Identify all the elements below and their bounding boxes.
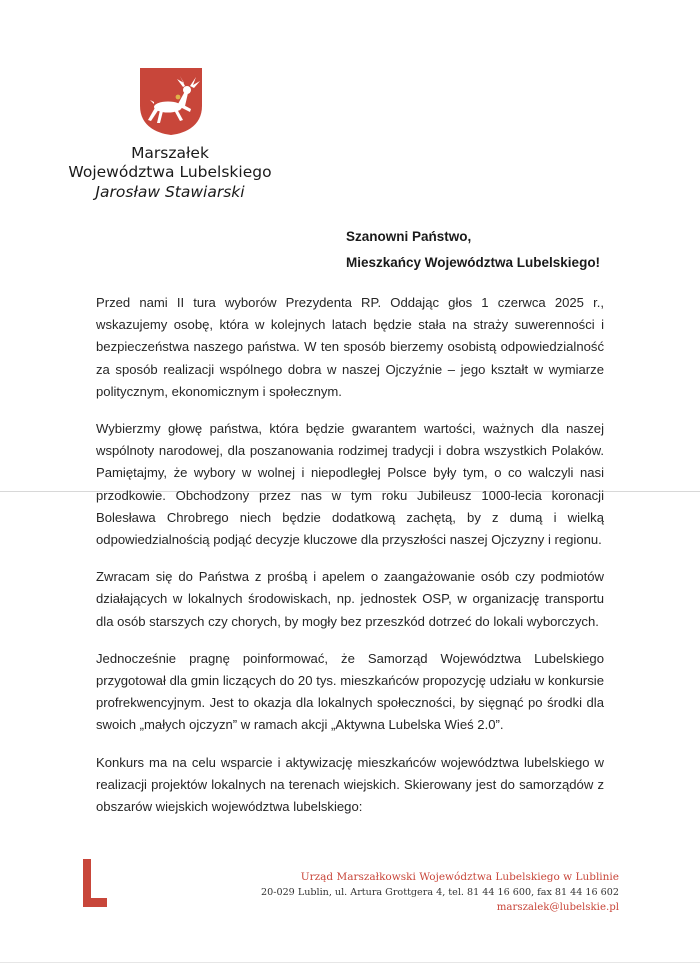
sender-name: Jarosław Stawiarski [95, 183, 245, 201]
paragraph: Przed nami II tura wyborów Prezydenta RP. Oddając głos 1 czerwca 2025 r., wskazujemy osobę, która w kolejnych latach będzie stała na straży suwerenności i bezpieczeństwa naszego państwa. W ten sposób bierzemy osobistą odpowiedzialność za sposób realizacji wspólnego dobra w naszej Ojczyźnie – jego kształt w wymiarze politycznym, ekonomicznym i społecznym. [96, 295, 604, 399]
lubelskie-l-logo-icon [82, 858, 108, 908]
paragraph: Zwracam się do Państwa z prośbą i apelem o zaangażowanie osób czy podmiotów działających w lokalnych środowiskach, np. jednostek OSP, w organizację transportu dla osób starszych czy chorych, by mogły bez przeszkód dotrzeć do lokali wyborczych. [96, 569, 604, 629]
letter-body [96, 292, 604, 833]
scan-line [0, 962, 700, 963]
coat-of-arms-deer-icon [138, 66, 204, 136]
paragraph: Jednocześnie pragnę poinformować, że Samorząd Województwa Lubelskiego przygotował dla gmin liczących do 20 tys. mieszkańców propozycję udziału w konkursie profrekwencyjnym. Jest to okazja dla lokalnych społeczności, by sięgnąć po środki dla swoich „małych ojczyzn” w ramach akcji „Aktywna Lubelska Wieś 2.0”. [96, 650, 604, 733]
office-address: 20-029 Lublin, ul. Artura Grottgera 4, tel. 81 44 16 600, fax 81 44 16 602 [261, 887, 619, 898]
footer [261, 870, 619, 915]
office-email: marszalek@lubelskie.pl [496, 902, 619, 913]
sender-title: Marszałek [131, 144, 209, 162]
sender-block [60, 144, 280, 202]
salutation [346, 224, 600, 276]
office-name: Urząd Marszałkowski Województwa Lubelskiego w Lublinie [300, 871, 619, 883]
paragraph: Konkurs ma na celu wsparcie i aktywizację mieszkańców województwa lubelskiego w realizacji projektów lokalnych na terenach wiejskich. Skierowany jest do samorządów z obszarów wiejskich województwa lubelskiego: [96, 754, 604, 815]
salutation-line: Szanowni Państwo, [346, 229, 472, 244]
paragraph: Wybierzmy głowę państwa, która będzie gwarantem wartości, ważnych dla naszej wspólnoty narodowej, dla poszanowania rodzimej tradycji i dobra wszystkich Polaków. Pamiętajmy, że wybory w wolnej i niepodległej Polsce były tym, o co walczyli nasi przodkowie. Obchodzony przez nas w tym roku Jubileusz 1000-lecia koronacji Bolesława Chrobrego niech będzie dodatkową zachętą, by z dumą i wielką odpowiedzialnością podjąć decyzje kluczowe dla przyszłości naszej Ojczyzny i regionu. [96, 421, 604, 548]
salutation-line: Mieszkańcy Województwa Lubelskiego! [346, 255, 601, 270]
sender-region: Województwa Lubelskiego [68, 163, 272, 181]
